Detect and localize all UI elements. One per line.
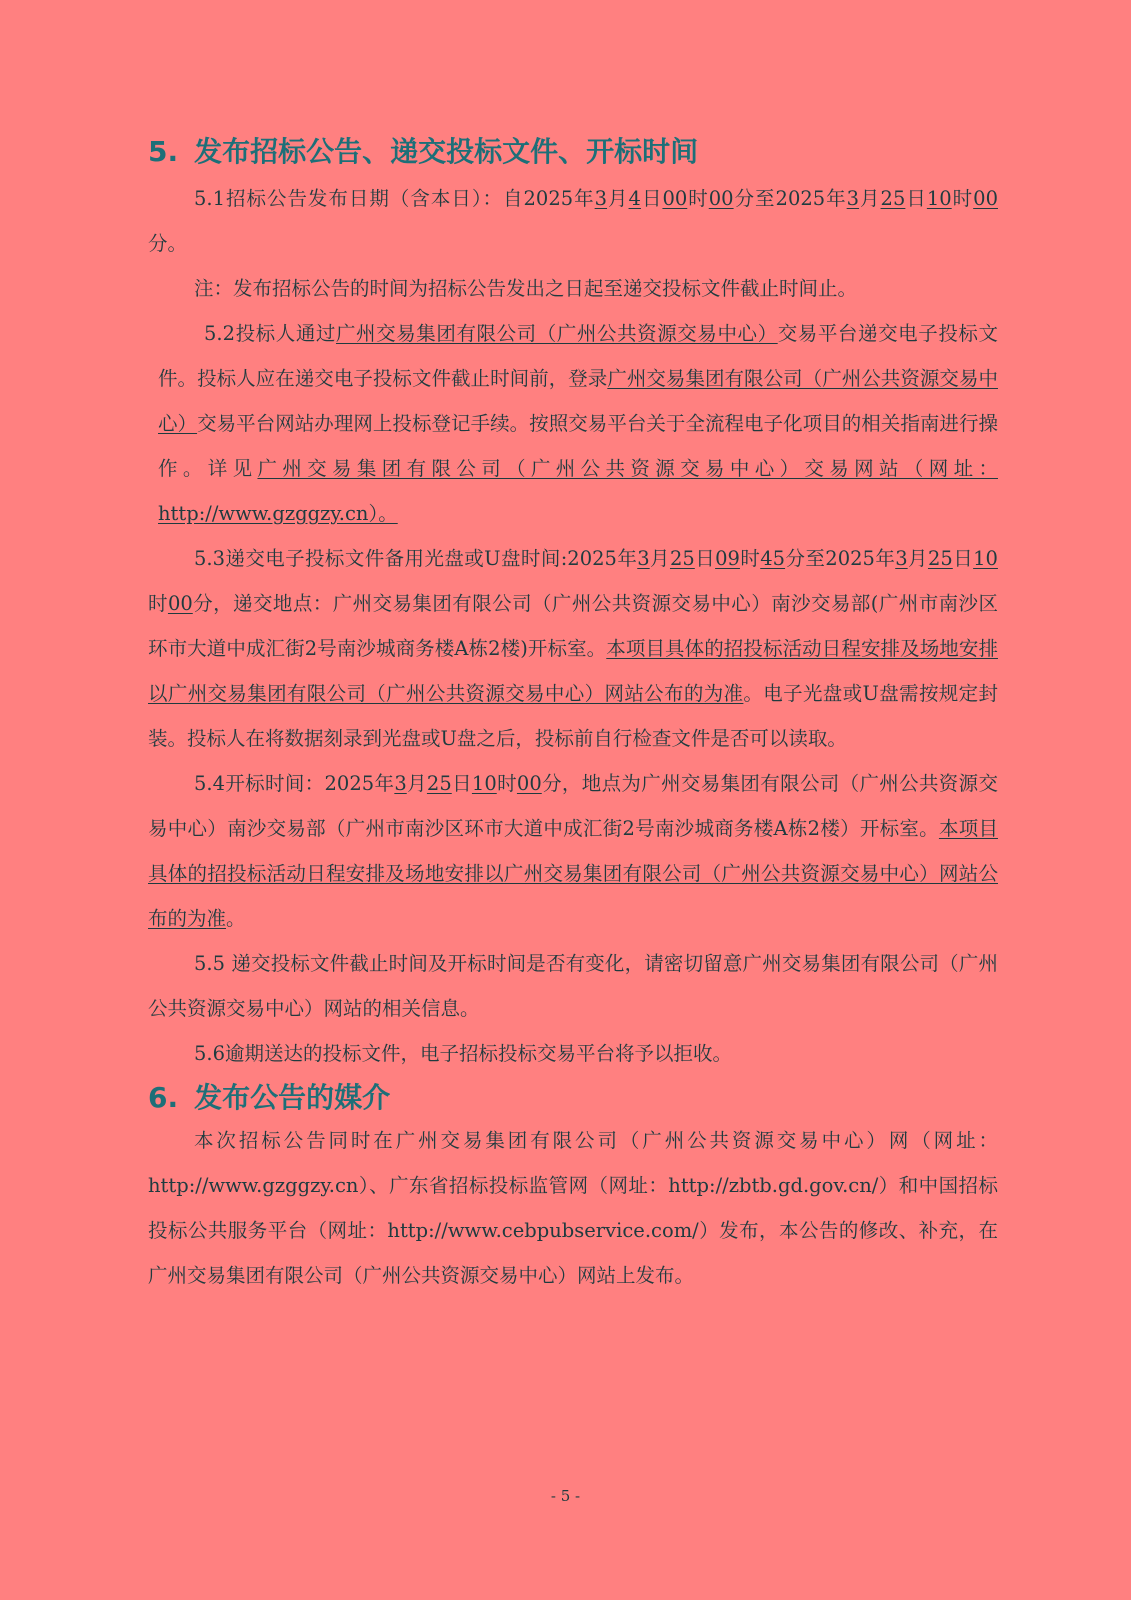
text: 分至2025年 xyxy=(733,187,847,210)
month-value: 3 xyxy=(895,547,908,570)
day-value: 25 xyxy=(927,547,953,570)
text: 月 xyxy=(406,772,427,795)
paragraph-5-4 xyxy=(148,761,998,941)
text: 分。 xyxy=(148,232,188,255)
text: 时 xyxy=(739,547,761,570)
month-value: 3 xyxy=(637,547,650,570)
text: 日 xyxy=(694,547,716,570)
section-5-body xyxy=(148,176,998,1076)
minute-value: 00 xyxy=(167,592,193,615)
text: 月 xyxy=(607,187,629,210)
minute-value: 00 xyxy=(516,772,542,795)
minute-value: 00 xyxy=(708,187,734,210)
text: 5.3递交电子投标文件备用光盘或U盘时间:2025年 xyxy=(194,547,638,570)
section-6-heading xyxy=(148,1078,998,1118)
minute-value: 45 xyxy=(760,547,786,570)
hour-value: 00 xyxy=(662,187,688,210)
schedule-link[interactable]: 本项目具体的招投标活动日程安排及场地安排以广州交易集团有限公司（广州公共资源交易中心）网站公布的为准 xyxy=(148,817,998,930)
text: 分，地点为广州交易集团有限公司（广州公共资源交易中心）南沙交易部（广州市南沙区环市大道中成汇街2号南沙城商务楼A栋2楼）开标室。 xyxy=(148,772,998,840)
text: 时 xyxy=(687,187,709,210)
text: 5.2投标人通过 xyxy=(204,322,336,345)
text: 日 xyxy=(952,547,974,570)
text: 交易平台网站办理网上投标登记手续。按照交易平台关于全流程电子化项目的相关指南进行操作。详见 xyxy=(158,412,998,480)
text: 时 xyxy=(496,772,517,795)
day-value: 25 xyxy=(426,772,452,795)
text: 。电子光盘或U盘需按规定封装。投标人在将数据刻录到光盘或U盘之后，投标前自行检查文件是否可以读取。 xyxy=(148,682,998,750)
platform-link[interactable]: 广州交易集团有限公司（广州公共资源交易中心） xyxy=(158,367,998,435)
website-link[interactable]: 广州交易集团有限公司（广州公共资源交易中心）交易网站（网址：http://www.gzggzy.cn）。 xyxy=(158,457,998,525)
paragraph-5-1 xyxy=(148,176,998,266)
text: 月 xyxy=(859,187,881,210)
paragraph-5-6: 5.6逾期送达的投标文件，电子招标投标交易平台将予以拒收。 xyxy=(194,1042,733,1065)
paragraph-5-5: 5.5 递交投标文件截止时间及开标时间是否有变化，请密切留意广州交易集团有限公司（广州公共资源交易中心）网站的相关信息。 xyxy=(148,952,998,1020)
note-paragraph: 注：发布招标公告的时间为招标公告发出之日起至递交投标文件截止时间止。 xyxy=(194,277,858,300)
section-5-number: 5. xyxy=(148,135,179,168)
day-value: 25 xyxy=(880,187,906,210)
section-6-title: 发布公告的媒介 xyxy=(194,1081,391,1114)
hour-value: 09 xyxy=(715,547,740,570)
section-6-number: 6. xyxy=(148,1081,179,1114)
text: 月 xyxy=(907,547,928,570)
text: 5.4开标时间：2025年 xyxy=(194,772,395,795)
month-value: 3 xyxy=(394,772,407,795)
month-value: 3 xyxy=(846,187,860,210)
text: 时 xyxy=(951,187,974,210)
schedule-link[interactable]: 本项目具体的招投标活动日程安排及场地安排以广州交易集团有限公司（广州公共资源交易中心）网站公布的为准 xyxy=(148,637,998,705)
day-value: 25 xyxy=(669,547,695,570)
day-value: 4 xyxy=(628,187,641,210)
paragraph-5-3 xyxy=(148,536,998,761)
text: 分至2025年 xyxy=(785,547,896,570)
month-value: 3 xyxy=(594,187,608,210)
hour-value: 10 xyxy=(973,547,998,570)
text: 交易平台递交电子投标文件。投标人应在递交电子投标文件截止时间前，登录 xyxy=(158,322,998,390)
platform-link[interactable]: 广州交易集团有限公司（广州公共资源交易中心） xyxy=(335,322,778,345)
text: 。 xyxy=(226,907,246,930)
text: 日 xyxy=(905,187,927,210)
text: 分，递交地点：广州交易集团有限公司（广州公共资源交易中心）南沙交易部(广州市南沙区环市大道中成汇街2号南沙城商务楼A栋2楼)开标室。 xyxy=(148,592,998,660)
section-5-title: 发布招标公告、递交投标文件、开标时间 xyxy=(194,135,699,168)
hour-value: 10 xyxy=(471,772,497,795)
paragraph-6: 本次招标公告同时在广州交易集团有限公司（广州公共资源交易中心）网（网址：http://www.gzggzy.cn）、广东省招标投标监管网（网址：http://zbtb.gd.gov.cn/）和中国招标投标公共服务平台（网址：http://www.cebpubservice.com/）发布，本公告的修改、补充，在广州交易集团有限公司（广州公共资源交易中心）网站上发布。 xyxy=(148,1129,998,1287)
text: 5.1招标公告发布日期（含本日）：自2025年 xyxy=(194,187,595,210)
text: 时 xyxy=(148,592,168,615)
minute-value: 00 xyxy=(973,187,998,210)
hour-value: 10 xyxy=(926,187,952,210)
text: 日 xyxy=(640,187,663,210)
paragraph-5-2 xyxy=(148,311,998,536)
section-5-heading xyxy=(148,132,998,172)
document-page xyxy=(148,132,998,1298)
text: 月 xyxy=(649,547,670,570)
section-6-body xyxy=(148,1118,998,1298)
page-number: - 5 - xyxy=(550,1487,581,1505)
text: 日 xyxy=(451,772,472,795)
